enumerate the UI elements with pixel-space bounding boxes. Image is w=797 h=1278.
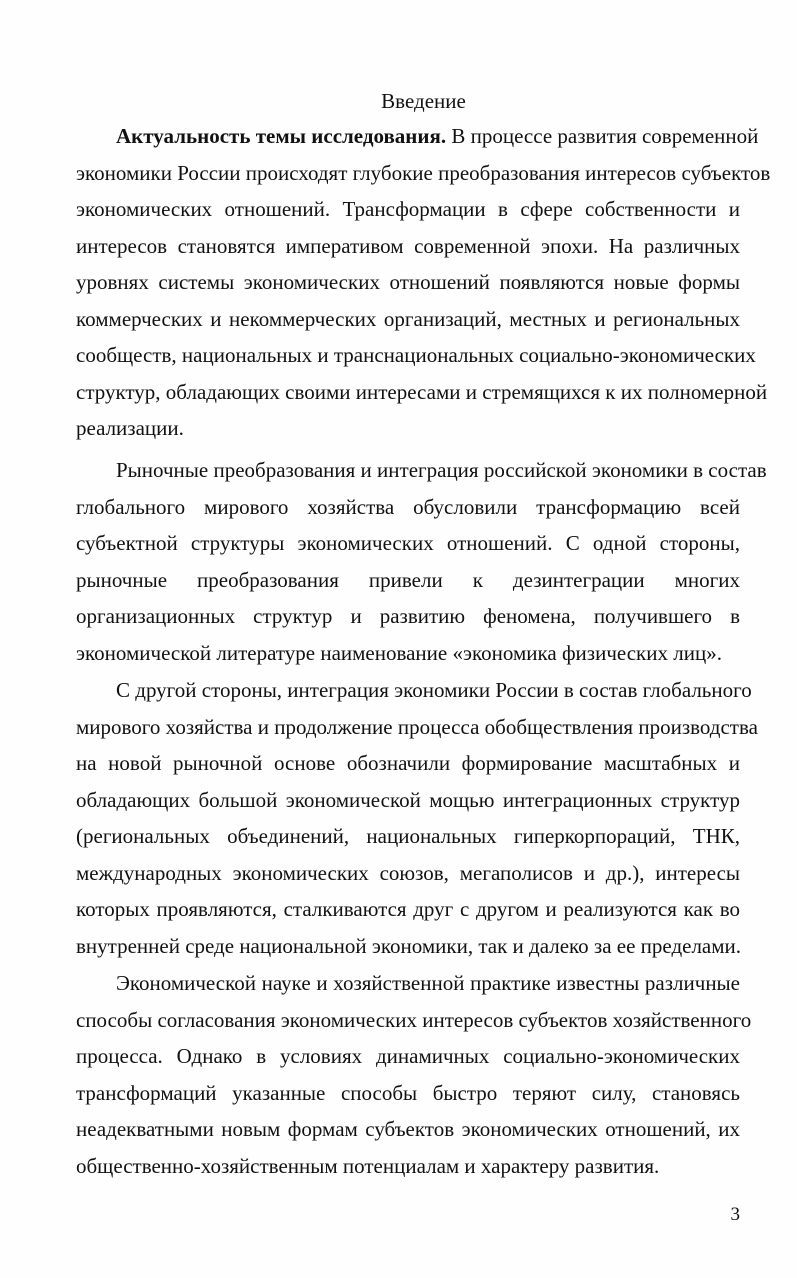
paragraph-line: на новой рыночной основе обозначили формирование масштабных и	[76, 751, 740, 775]
paragraph-line: Экономической науке и хозяйственной практике известны различные	[116, 971, 740, 995]
page-number: 3	[730, 1204, 740, 1225]
paragraph-4	[76, 965, 752, 1184]
paragraph-line: субъектной структуры экономических отношений. С одной стороны,	[76, 531, 740, 555]
paragraph-line: Рыночные преобразования и интеграция российской экономики в состав	[116, 458, 767, 482]
paragraph-line: обладающих большой экономической мощью интеграционных структур	[76, 787, 740, 812]
paragraph-2	[76, 452, 767, 671]
paragraph-line: мирового хозяйства и продолжение процесса обобществления производства	[76, 714, 758, 739]
paragraph-line: коммерческих и некоммерческих организаций, местных и региональных	[76, 306, 740, 331]
paragraph-line: интересов становятся императивом современной эпохи. На различных	[76, 233, 740, 258]
paragraph-line: структур, обладающих своими интересами и стремящихся к их полномерной	[76, 379, 768, 404]
section-heading: Введение	[381, 89, 466, 113]
paragraph-line: общественно-хозяйственным потенциалам и характеру развития.	[76, 1153, 660, 1178]
paragraph-line: реализации.	[76, 416, 184, 440]
paragraph-line: которых проявляются, сталкиваются друг с другом и реализуются как во	[76, 897, 740, 921]
paragraph-line: рыночные преобразования привели к дезинтеграции многих	[76, 567, 740, 592]
paragraph-line: экономической литературе наименование «экономика физических лиц».	[76, 640, 722, 665]
paragraph-line: экономических отношений. Трансформации в сфере собственности и	[76, 197, 740, 221]
paragraph-lead-bold: Актуальность темы исследования.	[116, 124, 447, 148]
paragraph-line: организационных структур и развитию феномена, получившего в	[76, 604, 740, 628]
paragraph-line: глобального мирового хозяйства обусловили трансформацию всей	[76, 494, 740, 519]
paragraph-line: способы согласования экономических интересов субъектов хозяйственного	[76, 1007, 752, 1032]
paragraph-line: процесса. Однако в условиях динамичных социально-экономических	[76, 1044, 740, 1068]
paragraph-line: внутренней среде национальной экономики, так и далеко за ее пределами.	[76, 933, 742, 958]
paragraph-1	[76, 118, 771, 447]
paragraph-line: трансформаций указанные способы быстро теряют силу, становясь	[76, 1080, 740, 1105]
paragraph-line: Актуальность темы исследования. В процессе развития современной	[116, 124, 759, 148]
paragraph-line: (региональных объединений, национальных гиперкорпораций, ТНК,	[76, 824, 740, 848]
paragraph-3	[76, 672, 758, 964]
paragraph-line: сообществ, национальных и транснациональных социально-экономических	[76, 343, 756, 367]
paragraph-line: неадекватными новым формам субъектов экономических отношений, их	[76, 1117, 740, 1141]
paragraph-line: международных экономических союзов, мегаполисов и др.), интересы	[76, 860, 740, 885]
paragraph-line: уровнях системы экономических отношений появляются новые формы	[76, 270, 740, 294]
paragraph-line: С другой стороны, интеграция экономики России в состав глобального	[116, 678, 752, 702]
paragraph-line: экономики России происходят глубокие преобразования интересов субъектов	[76, 160, 771, 185]
